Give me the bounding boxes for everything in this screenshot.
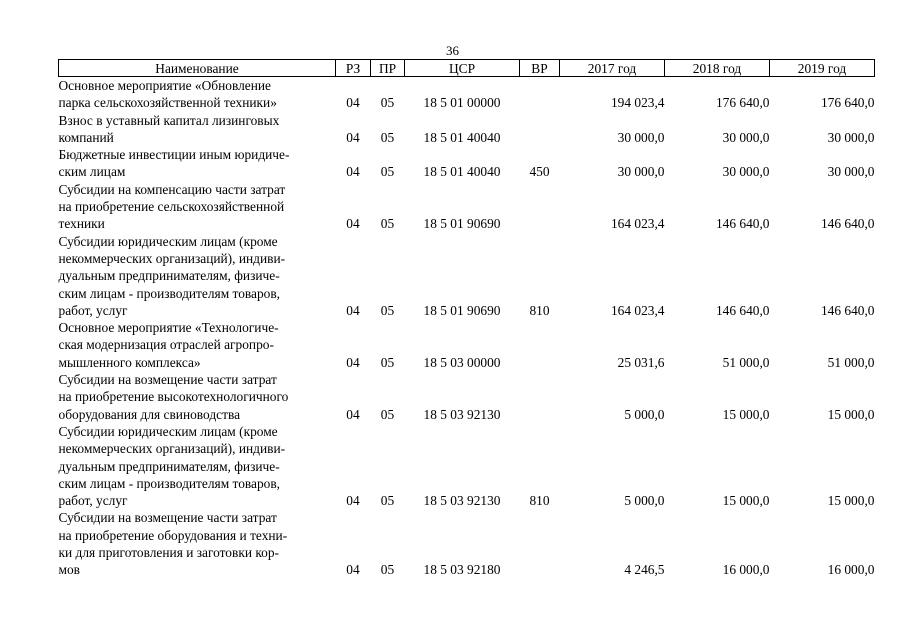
cell-csr: 18 5 01 90690 <box>423 302 501 318</box>
name-line: Бюджетные инвестиции иным юридиче- <box>58 147 290 163</box>
cell-pr: 05 <box>380 562 395 578</box>
name-line: дуальным предпринимателям, физиче- <box>58 458 280 474</box>
table-row <box>59 371 875 423</box>
table-row <box>59 112 875 147</box>
cell-rz: 04 <box>346 302 360 318</box>
cell-2018: 176 640,0 <box>715 95 770 111</box>
cell-vr <box>520 112 560 147</box>
cell-2019: 51 000,0 <box>827 354 875 370</box>
name-line: Субсидии юридическим лицам (кроме <box>58 233 278 249</box>
name-line: компаний <box>58 129 114 145</box>
cell-pr: 05 <box>380 216 395 232</box>
name-line: техники <box>58 216 105 232</box>
cell-csr: 18 5 03 92130 <box>423 406 501 422</box>
name-line: на приобретение оборудования и техни- <box>58 527 288 543</box>
name-line: Субсидии юридическим лицам (кроме <box>58 423 278 439</box>
name-line: ским лицам - производителям товаров, <box>58 475 281 491</box>
cell-2017: 164 023,4 <box>610 302 665 318</box>
cell-vr: 810 <box>529 493 550 509</box>
page-number: 36 <box>446 43 459 58</box>
table-row <box>59 77 875 112</box>
cell-rz: 04 <box>346 95 360 111</box>
cell-csr: 18 5 03 92130 <box>423 493 501 509</box>
name-line: Взнос в уставный капитал лизинговых <box>58 112 280 128</box>
cell-2019: 30 000,0 <box>827 164 875 180</box>
cell-2019: 146 640,0 <box>820 302 875 318</box>
cell-2017: 30 000,0 <box>617 164 665 180</box>
cell-vr <box>520 181 560 233</box>
cell-vr: 810 <box>529 302 550 318</box>
header-rz: РЗ <box>336 60 371 77</box>
name-line: парка сельскохозяйственной техники» <box>58 95 277 111</box>
cell-name <box>59 181 336 233</box>
cell-2017: 5 000,0 <box>624 406 665 422</box>
cell-2018: 146 640,0 <box>715 302 770 318</box>
name-line: некоммерческих организаций), индиви- <box>58 441 286 457</box>
cell-2018: 15 000,0 <box>722 406 770 422</box>
header-vr: ВР <box>520 60 560 77</box>
cell-2019: 176 640,0 <box>820 95 875 111</box>
name-line: мышленного комплекса» <box>58 354 201 370</box>
header-2017: 2017 год <box>560 60 665 77</box>
cell-2017: 30 000,0 <box>617 129 665 145</box>
cell-pr: 05 <box>380 164 395 180</box>
cell-2017: 25 031,6 <box>617 354 665 370</box>
table-row <box>59 233 875 319</box>
cell-rz: 04 <box>346 216 360 232</box>
cell-2017: 194 023,4 <box>610 95 665 111</box>
cell-pr: 05 <box>380 406 395 422</box>
name-line: Субсидии на компенсацию части затрат <box>58 181 286 197</box>
cell-rz: 04 <box>346 129 360 145</box>
cell-vr: 450 <box>529 164 550 180</box>
name-line: работ, услуг <box>58 493 128 509</box>
header-row <box>59 60 875 77</box>
table-row <box>59 319 875 371</box>
cell-2019: 30 000,0 <box>827 129 875 145</box>
name-line: Субсидии на возмещение части затрат <box>58 510 277 526</box>
cell-csr: 18 5 01 40040 <box>423 164 501 180</box>
cell-2017: 164 023,4 <box>610 216 665 232</box>
cell-pr: 05 <box>380 493 395 509</box>
cell-rz: 04 <box>346 562 360 578</box>
cell-pr: 05 <box>380 302 395 318</box>
cell-2019: 16 000,0 <box>827 562 875 578</box>
name-line: ская модернизация отраслей агропро- <box>58 337 274 353</box>
cell-name <box>59 509 336 578</box>
cell-name <box>59 371 336 423</box>
name-line: Основное мероприятие «Обновление <box>58 78 272 93</box>
name-line: ским лицам - производителям товаров, <box>58 285 281 301</box>
cell-rz: 04 <box>346 406 360 422</box>
name-line: на приобретение сельскохозяйственной <box>58 199 285 215</box>
cell-2018: 15 000,0 <box>722 493 770 509</box>
cell-vr <box>520 371 560 423</box>
name-line: работ, услуг <box>58 302 128 318</box>
cell-rz: 04 <box>346 493 360 509</box>
cell-2019: 15 000,0 <box>827 493 875 509</box>
cell-2018: 16 000,0 <box>722 562 770 578</box>
cell-name <box>59 423 336 509</box>
cell-name <box>59 77 336 112</box>
name-line: Основное мероприятие «Технологиче- <box>58 320 279 336</box>
cell-name <box>59 233 336 319</box>
name-line: ки для приготовления и заготовки кор- <box>58 545 280 561</box>
header-pr: ПР <box>371 60 405 77</box>
name-line: ским лицам <box>58 164 126 180</box>
cell-2018: 30 000,0 <box>722 129 770 145</box>
table-row <box>59 146 875 181</box>
name-line: дуальным предпринимателям, физиче- <box>58 268 280 284</box>
cell-name <box>59 112 336 147</box>
name-line: мов <box>58 562 80 578</box>
cell-2017: 5 000,0 <box>624 493 665 509</box>
cell-2019: 146 640,0 <box>820 216 875 232</box>
table-row <box>59 181 875 233</box>
cell-2018: 146 640,0 <box>715 216 770 232</box>
name-line: оборудования для свиноводства <box>58 406 241 422</box>
cell-csr: 18 5 03 92180 <box>423 562 501 578</box>
cell-2017: 4 246,5 <box>624 562 665 578</box>
table-row <box>59 509 875 578</box>
cell-vr <box>520 319 560 371</box>
cell-vr <box>520 77 560 112</box>
cell-csr: 18 5 01 40040 <box>423 129 501 145</box>
cell-csr: 18 5 01 00000 <box>423 95 501 111</box>
name-line: Субсидии на возмещение части затрат <box>58 372 277 388</box>
cell-rz: 04 <box>346 164 360 180</box>
cell-csr: 18 5 03 00000 <box>423 354 501 370</box>
header-csr: ЦСР <box>405 60 520 77</box>
table-row <box>59 423 875 509</box>
cell-pr: 05 <box>380 95 395 111</box>
cell-name <box>59 319 336 371</box>
cell-csr: 18 5 01 90690 <box>423 216 501 232</box>
header-2019: 2019 год <box>770 60 875 77</box>
header-name: Наименование <box>59 60 336 77</box>
cell-name <box>59 146 336 181</box>
cell-pr: 05 <box>380 354 395 370</box>
cell-rz: 04 <box>346 354 360 370</box>
cell-2018: 30 000,0 <box>722 164 770 180</box>
cell-2018: 51 000,0 <box>722 354 770 370</box>
cell-vr <box>520 509 560 578</box>
budget-table <box>58 59 875 579</box>
name-line: некоммерческих организаций), индиви- <box>58 250 286 266</box>
name-line: на приобретение высокотехнологичного <box>58 389 289 405</box>
cell-2019: 15 000,0 <box>827 406 875 422</box>
header-2018: 2018 год <box>665 60 770 77</box>
cell-pr: 05 <box>380 129 395 145</box>
